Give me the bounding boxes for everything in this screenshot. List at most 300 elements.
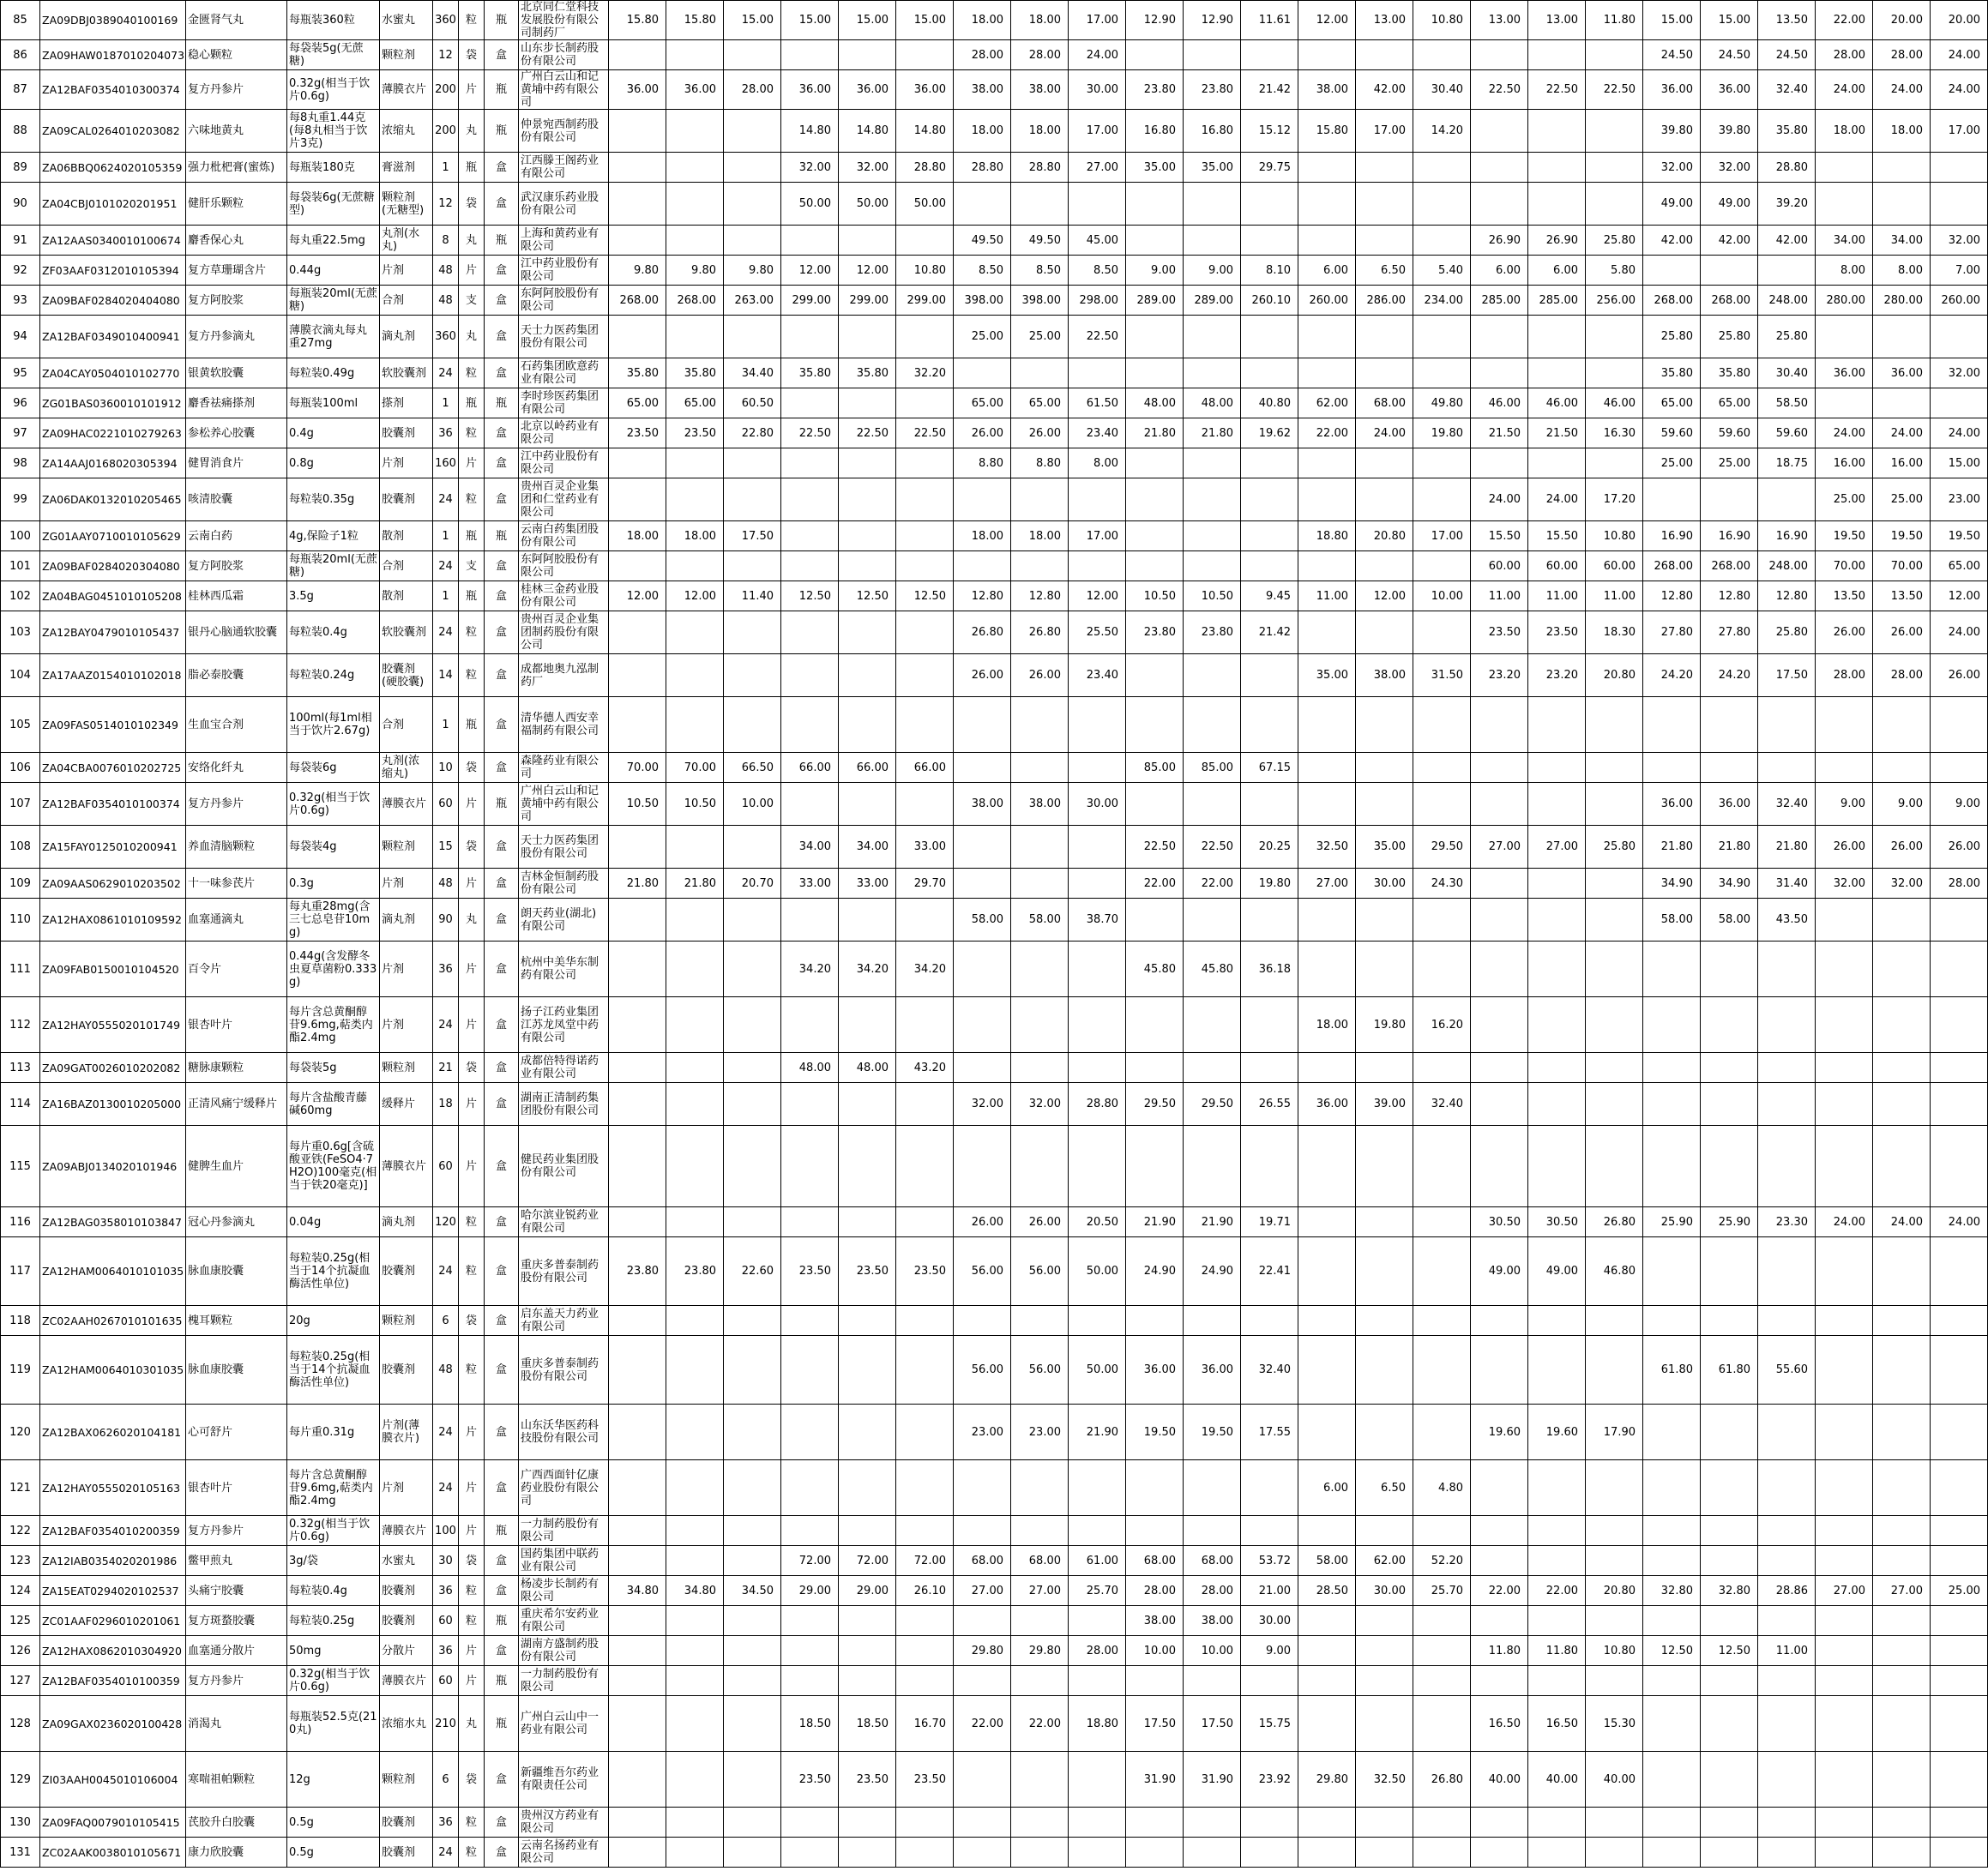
price-cell <box>1241 521 1298 551</box>
price-cell <box>1816 153 1873 183</box>
price-cell <box>1701 256 1758 286</box>
price-cell <box>1816 316 1873 358</box>
price-cell: 24.00 <box>1816 70 1873 110</box>
price-cell <box>896 1405 954 1460</box>
pack-quantity-cell: 36 <box>433 1636 459 1666</box>
price-cell <box>724 183 781 226</box>
price-cell <box>954 1808 1011 1838</box>
price-cell: 28.00 <box>1011 40 1069 70</box>
price-cell <box>1528 997 1586 1053</box>
pack-unit-cell: 盒 <box>485 997 519 1053</box>
min-unit-cell: 粒 <box>459 358 485 388</box>
price-cell <box>1184 1838 1241 1868</box>
price-cell <box>1873 1460 1931 1516</box>
price-cell: 24.90 <box>1126 1237 1184 1306</box>
price-cell: 17.50 <box>1126 1696 1184 1752</box>
specification-cell: 每粒装0.49g <box>287 358 380 388</box>
price-cell: 20.80 <box>1586 1576 1643 1606</box>
price-cell <box>1643 1546 1701 1576</box>
price-cell <box>1758 1516 1816 1546</box>
price-cell <box>896 1838 954 1868</box>
price-cell <box>724 997 781 1053</box>
price-cell <box>896 1306 954 1336</box>
drug-name-cell: 健胃消食片 <box>186 448 287 478</box>
price-cell: 19.50 <box>1931 521 1988 551</box>
price-cell: 22.50 <box>896 418 954 448</box>
price-cell: 43.20 <box>896 1053 954 1083</box>
price-cell: 28.00 <box>1816 40 1873 70</box>
price-cell <box>1126 226 1184 256</box>
price-cell <box>609 1606 666 1636</box>
pack-quantity-cell: 210 <box>433 1696 459 1752</box>
price-cell <box>609 1306 666 1336</box>
price-cell <box>666 1666 724 1696</box>
specification-cell: 50mg <box>287 1636 380 1666</box>
price-cell: 25.80 <box>1758 611 1816 654</box>
price-cell <box>724 153 781 183</box>
drug-name-cell: 复方斑蝥胶囊 <box>186 1606 287 1636</box>
price-cell <box>1126 1838 1184 1868</box>
price-cell: 35.80 <box>839 358 896 388</box>
price-cell <box>1873 1838 1931 1868</box>
price-cell <box>1069 183 1126 226</box>
price-cell <box>1586 183 1643 226</box>
manufacturer-cell: 江中药业股份有限公司 <box>519 256 609 286</box>
price-cell <box>1471 153 1528 183</box>
price-cell: 49.00 <box>1528 1237 1586 1306</box>
price-cell: 23.50 <box>666 418 724 448</box>
price-cell: 11.40 <box>724 581 781 611</box>
price-cell <box>609 1405 666 1460</box>
price-cell <box>1758 697 1816 753</box>
price-cell: 24.00 <box>1816 418 1873 448</box>
price-cell <box>1931 1237 1988 1306</box>
price-cell: 18.00 <box>1816 110 1873 153</box>
price-cell: 17.00 <box>1069 521 1126 551</box>
price-cell <box>839 899 896 942</box>
price-cell: 29.00 <box>781 1576 839 1606</box>
price-cell <box>609 478 666 521</box>
price-cell <box>1356 358 1413 388</box>
price-cell: 23.30 <box>1758 1207 1816 1237</box>
price-cell: 34.80 <box>666 1576 724 1606</box>
price-cell: 21.80 <box>1643 826 1701 869</box>
pack-quantity-cell: 60 <box>433 1606 459 1636</box>
price-cell <box>781 611 839 654</box>
price-cell <box>1873 388 1931 418</box>
price-cell <box>1931 899 1988 942</box>
price-cell: 25.80 <box>1586 826 1643 869</box>
price-cell <box>1816 1460 1873 1516</box>
drug-name-cell: 生血宝合剂 <box>186 697 287 753</box>
price-cell <box>1356 316 1413 358</box>
price-cell <box>1873 1405 1931 1460</box>
table-row <box>1 40 1988 70</box>
table-row <box>1 1405 1988 1460</box>
specification-cell: 0.44g <box>287 256 380 286</box>
row-number-cell: 124 <box>1 1576 40 1606</box>
price-cell: 29.80 <box>1011 1636 1069 1666</box>
price-cell <box>954 478 1011 521</box>
price-cell <box>609 697 666 753</box>
price-cell <box>839 521 896 551</box>
price-cell <box>1816 942 1873 997</box>
pack-unit-cell: 盒 <box>485 753 519 783</box>
price-cell <box>839 1126 896 1207</box>
min-unit-cell: 片 <box>459 256 485 286</box>
row-number-cell: 121 <box>1 1460 40 1516</box>
price-cell <box>1356 753 1413 783</box>
price-cell: 25.80 <box>1701 316 1758 358</box>
specification-cell: 每丸重22.5mg <box>287 226 380 256</box>
min-unit-cell: 片 <box>459 1083 485 1126</box>
row-number-cell: 114 <box>1 1083 40 1126</box>
price-cell <box>896 1636 954 1666</box>
price-cell <box>1586 783 1643 826</box>
drug-code-cell: ZA09BAF0284020304080 <box>40 551 186 581</box>
price-cell <box>839 1336 896 1405</box>
pack-quantity-cell: 36 <box>433 1576 459 1606</box>
price-cell <box>1471 942 1528 997</box>
pack-unit-cell: 盒 <box>485 40 519 70</box>
price-cell <box>1011 1752 1069 1808</box>
price-cell <box>896 448 954 478</box>
price-cell <box>839 1306 896 1336</box>
row-number-cell: 105 <box>1 697 40 753</box>
pack-quantity-cell: 8 <box>433 226 459 256</box>
price-cell: 36.00 <box>1643 70 1701 110</box>
price-cell: 32.80 <box>1643 1576 1701 1606</box>
manufacturer-cell: 北京同仁堂科技发展股份有限公司制药厂 <box>519 1 609 40</box>
price-cell: 49.00 <box>1471 1237 1528 1306</box>
price-cell: 298.00 <box>1069 286 1126 316</box>
price-cell: 10.00 <box>1126 1636 1184 1666</box>
price-cell: 398.00 <box>954 286 1011 316</box>
pack-quantity-cell: 60 <box>433 1666 459 1696</box>
price-cell: 29.50 <box>1126 1083 1184 1126</box>
price-cell: 14.80 <box>896 110 954 153</box>
price-cell: 28.86 <box>1758 1576 1816 1606</box>
price-cell: 32.00 <box>1701 153 1758 183</box>
price-cell <box>609 1207 666 1237</box>
price-cell: 49.50 <box>1011 226 1069 256</box>
price-cell <box>1184 654 1241 697</box>
price-cell: 20.00 <box>1873 1 1931 40</box>
drug-name-cell: 脉血康胶囊 <box>186 1237 287 1306</box>
price-cell <box>1931 1606 1988 1636</box>
price-cell <box>781 1336 839 1405</box>
min-unit-cell: 丸 <box>459 110 485 153</box>
price-cell: 29.50 <box>1413 826 1471 869</box>
price-cell: 70.00 <box>609 753 666 783</box>
price-cell <box>1069 1460 1126 1516</box>
price-cell: 18.00 <box>1011 110 1069 153</box>
price-cell: 22.00 <box>1011 1696 1069 1752</box>
price-cell <box>954 826 1011 869</box>
drug-name-cell: 十一味参芪片 <box>186 869 287 899</box>
price-cell: 20.80 <box>1586 654 1643 697</box>
min-unit-cell: 粒 <box>459 1808 485 1838</box>
price-cell: 35.80 <box>1701 358 1758 388</box>
row-number-cell: 120 <box>1 1405 40 1460</box>
drug-code-cell: ZA12HAY0555020105163 <box>40 1460 186 1516</box>
price-cell <box>1758 256 1816 286</box>
price-cell: 36.00 <box>781 70 839 110</box>
price-cell <box>1069 826 1126 869</box>
price-cell: 65.00 <box>1011 388 1069 418</box>
price-cell <box>1241 1808 1298 1838</box>
price-cell <box>1816 1336 1873 1405</box>
price-cell: 18.00 <box>1298 997 1356 1053</box>
drug-name-cell: 血塞通分散片 <box>186 1636 287 1666</box>
price-cell: 49.80 <box>1413 388 1471 418</box>
price-cell: 58.00 <box>1298 1546 1356 1576</box>
dosage-form-cell: 片剂 <box>380 869 433 899</box>
price-cell: 11.00 <box>1471 581 1528 611</box>
price-cell: 38.70 <box>1069 899 1126 942</box>
dosage-form-cell: 软胶囊剂 <box>380 358 433 388</box>
specification-cell: 12g <box>287 1752 380 1808</box>
table-row <box>1 1516 1988 1546</box>
price-cell <box>1758 1808 1816 1838</box>
dosage-form-cell: 浓缩水丸 <box>380 1696 433 1752</box>
price-cell: 19.80 <box>1413 418 1471 448</box>
pack-quantity-cell: 24 <box>433 1838 459 1868</box>
price-cell <box>954 697 1011 753</box>
dosage-form-cell: 片剂 <box>380 1460 433 1516</box>
drug-name-cell: 健肝乐颗粒 <box>186 183 287 226</box>
price-cell: 24.20 <box>1701 654 1758 697</box>
row-number-cell: 128 <box>1 1696 40 1752</box>
dosage-form-cell: 浓缩丸 <box>380 110 433 153</box>
price-cell <box>1931 1083 1988 1126</box>
price-cell: 22.50 <box>781 418 839 448</box>
price-cell: 268.00 <box>1643 286 1701 316</box>
price-cell: 32.00 <box>1643 153 1701 183</box>
price-cell: 10.50 <box>666 783 724 826</box>
price-cell <box>1816 899 1873 942</box>
price-cell <box>1586 448 1643 478</box>
price-cell <box>1298 1306 1356 1336</box>
price-cell: 17.00 <box>1356 110 1413 153</box>
dosage-form-cell: 丸剂(浓缩丸) <box>380 753 433 783</box>
price-cell: 27.00 <box>1011 1576 1069 1606</box>
dosage-form-cell: 合剂 <box>380 697 433 753</box>
price-cell: 25.90 <box>1643 1207 1701 1237</box>
dosage-form-cell: 滴丸剂 <box>380 899 433 942</box>
price-cell <box>1816 1546 1873 1576</box>
price-cell <box>1931 1053 1988 1083</box>
manufacturer-cell: 北京以岭药业有限公司 <box>519 418 609 448</box>
price-cell <box>1413 611 1471 654</box>
price-cell <box>1586 1126 1643 1207</box>
manufacturer-cell: 杨凌步长制药有限公司 <box>519 1576 609 1606</box>
price-cell <box>666 942 724 997</box>
price-cell <box>1931 1460 1988 1516</box>
price-cell <box>1528 153 1586 183</box>
price-cell <box>1184 40 1241 70</box>
price-cell: 285.00 <box>1471 286 1528 316</box>
price-cell <box>1471 183 1528 226</box>
price-cell: 9.45 <box>1241 581 1298 611</box>
pack-unit-cell: 盒 <box>485 1237 519 1306</box>
price-cell: 31.50 <box>1413 654 1471 697</box>
drug-code-cell: ZA15EAT0294020102537 <box>40 1576 186 1606</box>
price-cell: 25.00 <box>1011 316 1069 358</box>
row-number-cell: 89 <box>1 153 40 183</box>
pack-quantity-cell: 24 <box>433 611 459 654</box>
price-cell <box>1816 1053 1873 1083</box>
pack-unit-cell: 盒 <box>485 942 519 997</box>
table-row <box>1 654 1988 697</box>
price-cell <box>1298 153 1356 183</box>
pack-unit-cell: 盒 <box>485 1083 519 1126</box>
price-cell: 21.80 <box>1126 418 1184 448</box>
price-cell: 24.00 <box>1931 418 1988 448</box>
price-cell <box>724 1336 781 1405</box>
price-cell <box>1816 1696 1873 1752</box>
price-cell <box>609 1752 666 1808</box>
price-cell: 15.00 <box>896 1 954 40</box>
price-cell <box>724 1752 781 1808</box>
price-cell <box>839 697 896 753</box>
price-cell <box>1873 1126 1931 1207</box>
price-cell <box>1643 1516 1701 1546</box>
price-cell <box>1413 478 1471 521</box>
price-cell: 36.00 <box>1816 358 1873 388</box>
manufacturer-cell: 朗天药业(湖北)有限公司 <box>519 899 609 942</box>
price-cell <box>1011 697 1069 753</box>
price-cell: 28.50 <box>1298 1576 1356 1606</box>
price-cell: 8.50 <box>954 256 1011 286</box>
price-cell <box>666 1083 724 1126</box>
price-cell <box>666 899 724 942</box>
price-cell: 26.00 <box>1816 611 1873 654</box>
price-cell: 35.80 <box>609 358 666 388</box>
price-cell: 11.80 <box>1586 1 1643 40</box>
drug-name-cell: 桂林西瓜霜 <box>186 581 287 611</box>
price-cell <box>1758 1306 1816 1336</box>
price-cell <box>1471 1808 1528 1838</box>
price-cell: 34.20 <box>896 942 954 997</box>
table-row <box>1 997 1988 1053</box>
price-cell: 62.00 <box>1356 1546 1413 1576</box>
price-cell: 13.00 <box>1471 1 1528 40</box>
price-cell <box>609 40 666 70</box>
drug-name-cell: 鳖甲煎丸 <box>186 1546 287 1576</box>
pack-unit-cell: 盒 <box>485 448 519 478</box>
price-cell: 25.80 <box>1643 316 1701 358</box>
price-cell <box>1701 1696 1758 1752</box>
drug-name-cell: 正清风痛宁缓释片 <box>186 1083 287 1126</box>
price-cell: 28.80 <box>1758 153 1816 183</box>
price-cell <box>1356 551 1413 581</box>
price-cell: 55.60 <box>1758 1336 1816 1405</box>
manufacturer-cell: 上海和黄药业有限公司 <box>519 226 609 256</box>
dosage-form-cell: 胶囊剂 <box>380 1838 433 1868</box>
price-cell: 35.00 <box>1126 153 1184 183</box>
price-cell <box>1011 358 1069 388</box>
pack-quantity-cell: 200 <box>433 70 459 110</box>
price-cell <box>1586 1808 1643 1838</box>
specification-cell: 每瓶装360粒 <box>287 1 380 40</box>
price-cell <box>1184 1516 1241 1546</box>
price-cell: 43.50 <box>1758 899 1816 942</box>
price-cell <box>1701 1306 1758 1336</box>
price-cell <box>1873 697 1931 753</box>
price-cell: 19.50 <box>1816 521 1873 551</box>
price-cell: 39.00 <box>1356 1083 1413 1126</box>
price-cell <box>1011 1808 1069 1838</box>
price-cell: 32.00 <box>1011 1083 1069 1126</box>
price-cell: 50.00 <box>781 183 839 226</box>
price-cell: 34.90 <box>1701 869 1758 899</box>
min-unit-cell: 丸 <box>459 226 485 256</box>
price-cell <box>724 110 781 153</box>
price-cell: 24.00 <box>1873 418 1931 448</box>
min-unit-cell: 粒 <box>459 418 485 448</box>
price-cell <box>666 551 724 581</box>
dosage-form-cell: 颗粒剂 <box>380 40 433 70</box>
manufacturer-cell: 山东沃华医药科技股份有限公司 <box>519 1405 609 1460</box>
specification-cell: 0.4g <box>287 418 380 448</box>
table-row <box>1 1306 1988 1336</box>
price-cell <box>1816 1237 1873 1306</box>
row-number-cell: 131 <box>1 1838 40 1868</box>
price-cell: 22.00 <box>954 1696 1011 1752</box>
pack-quantity-cell: 10 <box>433 753 459 783</box>
price-cell <box>1298 1207 1356 1237</box>
row-number-cell: 92 <box>1 256 40 286</box>
price-cell <box>781 226 839 256</box>
price-cell: 15.00 <box>839 1 896 40</box>
drug-name-cell: 复方丹参片 <box>186 783 287 826</box>
price-cell: 17.50 <box>1184 1696 1241 1752</box>
price-cell <box>1241 478 1298 521</box>
price-cell <box>1528 753 1586 783</box>
price-cell <box>1126 1126 1184 1207</box>
price-cell <box>896 783 954 826</box>
price-cell <box>1126 1516 1184 1546</box>
price-cell <box>1011 997 1069 1053</box>
table-row <box>1 869 1988 899</box>
min-unit-cell: 支 <box>459 551 485 581</box>
price-cell <box>1528 1306 1586 1336</box>
pack-unit-cell: 瓶 <box>485 1666 519 1696</box>
price-cell <box>1298 611 1356 654</box>
price-cell <box>1758 1696 1816 1752</box>
price-cell <box>954 869 1011 899</box>
price-cell <box>781 697 839 753</box>
price-cell: 34.90 <box>1643 869 1701 899</box>
price-cell <box>781 478 839 521</box>
min-unit-cell: 丸 <box>459 316 485 358</box>
price-cell: 11.80 <box>1528 1636 1586 1666</box>
manufacturer-cell: 启东盖天力药业有限公司 <box>519 1306 609 1336</box>
price-cell: 13.50 <box>1873 581 1931 611</box>
price-cell <box>781 783 839 826</box>
price-cell: 68.00 <box>1011 1546 1069 1576</box>
price-cell <box>1528 358 1586 388</box>
pack-unit-cell: 盒 <box>485 581 519 611</box>
price-cell <box>666 611 724 654</box>
price-cell: 16.70 <box>896 1696 954 1752</box>
drug-name-cell: 槐耳颗粒 <box>186 1306 287 1336</box>
price-cell <box>839 1636 896 1666</box>
drug-name-cell: 强力枇杷膏(蜜炼) <box>186 153 287 183</box>
price-cell: 9.00 <box>1126 256 1184 286</box>
price-cell <box>1356 783 1413 826</box>
